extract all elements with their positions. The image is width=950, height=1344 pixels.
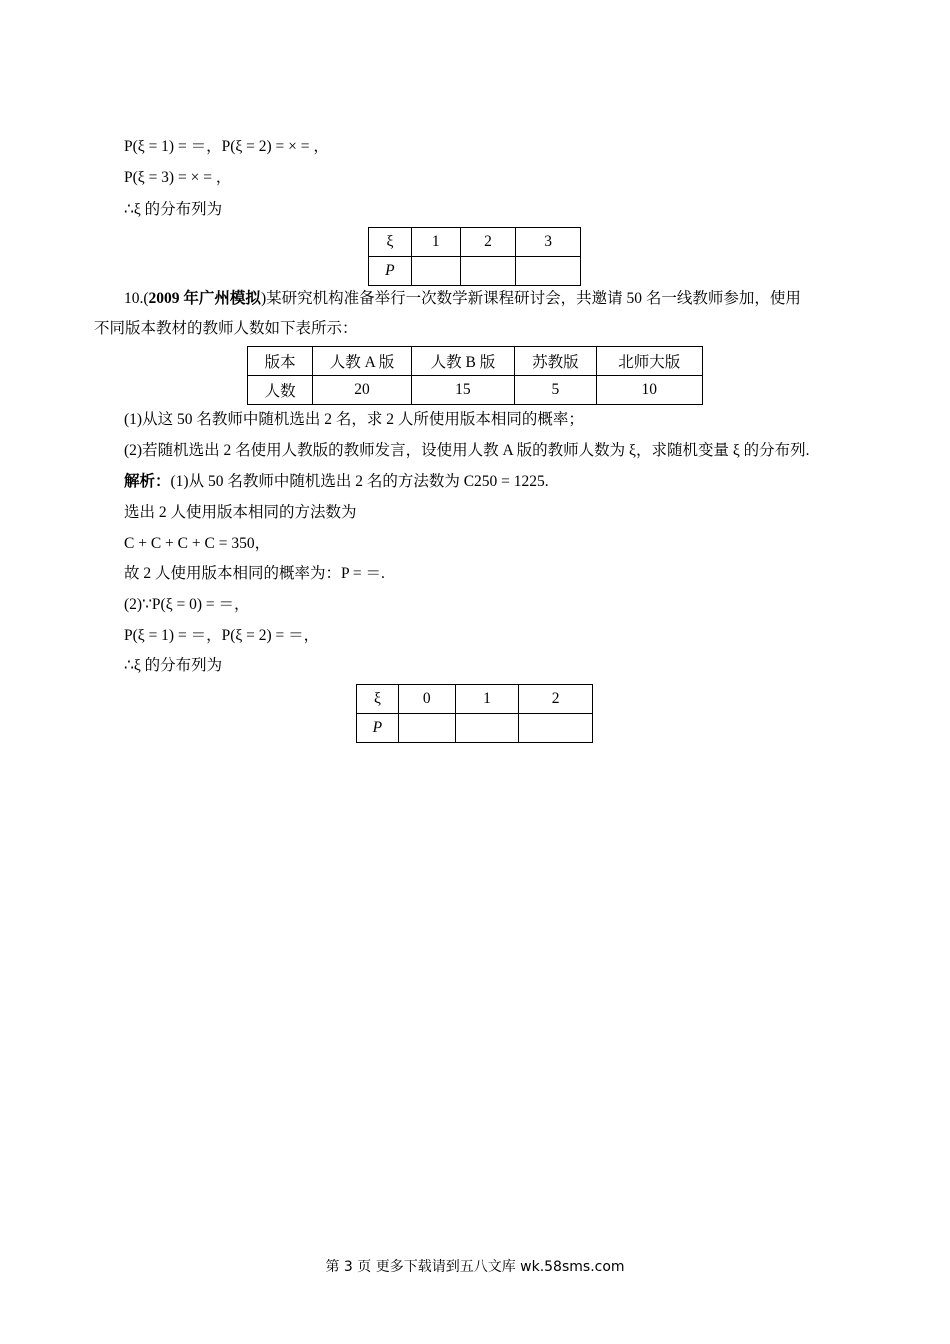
- table3-cell: [398, 714, 455, 743]
- table1-header-xi: ξ: [369, 228, 412, 257]
- table2-header-sujiao: 苏教版: [515, 347, 596, 376]
- dist-intro-2: ∴ξ 的分布列为: [124, 657, 223, 674]
- table2-cell: 10: [596, 376, 703, 405]
- question-10-line-1: 10.(2009 年广州模拟)某研究机构准备举行一次数学新课程研讨会，共邀请 50 名一线教师参加，使用: [124, 290, 801, 307]
- question-part-2: (2)若随机选出 2 名使用人教版的教师发言，设使用人教 A 版的教师人数为 ξ，求随机变量 ξ 的分布列.: [124, 442, 810, 459]
- distribution-table-2: [356, 684, 593, 743]
- solution-line-1: 解析：(1)从 50 名教师中随机选出 2 名的方法数为 C250 = 1225.: [124, 473, 549, 490]
- dist-intro-1: ∴ξ 的分布列为: [124, 201, 223, 218]
- solution-line-4: 故 2 人使用版本相同的概率为：P = ＝.: [124, 565, 385, 582]
- table3-cell: [455, 714, 519, 743]
- table3-header-1: 1: [455, 685, 519, 714]
- solution-label: 解析：: [124, 473, 171, 490]
- table1-cell: [516, 257, 581, 286]
- table3-header-2: 2: [519, 685, 593, 714]
- solution-line-5: (2)∵P(ξ = 0) = ＝，: [124, 596, 250, 613]
- table2-header-version: 版本: [248, 347, 313, 376]
- table3-header-0: 0: [398, 685, 455, 714]
- question-source: 2009 年广州模拟: [148, 290, 261, 307]
- prob-line-2: P(ξ = 3) = × = ，: [124, 169, 232, 186]
- table1-header-2: 2: [460, 228, 516, 257]
- table2-header-pep-b: 人教 B 版: [411, 347, 514, 376]
- question-part-1: (1)从这 50 名教师中随机选出 2 名，求 2 人所使用版本相同的概率；: [124, 411, 584, 428]
- table2-cell: 5: [515, 376, 596, 405]
- table2-cell: 20: [313, 376, 411, 405]
- table2-header-pep-a: 人教 A 版: [313, 347, 411, 376]
- question-10-line-2: 不同版本教材的教师人数如下表所示：: [94, 320, 358, 337]
- table3-row-p: P: [357, 714, 399, 743]
- table3-header-xi: ξ: [357, 685, 399, 714]
- table2-cell: 15: [411, 376, 514, 405]
- table2-row-count-label: 人数: [248, 376, 313, 405]
- table1-cell: [411, 257, 460, 286]
- prob-line-1: P(ξ = 1) = ＝，P(ξ = 2) = × = ，: [124, 138, 329, 155]
- distribution-table-1: [368, 227, 581, 286]
- table3-cell: [519, 714, 593, 743]
- solution-line-3: C + C + C + C = 350，: [124, 535, 271, 552]
- teacher-version-table: [247, 346, 703, 405]
- table1-header-1: 1: [411, 228, 460, 257]
- solution-line-2: 选出 2 人使用版本相同的方法数为: [124, 504, 357, 521]
- table1-cell: [460, 257, 516, 286]
- table2-header-bnu: 北师大版: [596, 347, 703, 376]
- page-footer: 第 3 页 更多下载请到五八文库 wk.58sms.com: [325, 1259, 625, 1275]
- solution-line-6: P(ξ = 1) = ＝，P(ξ = 2) = ＝，: [124, 627, 320, 644]
- table1-header-3: 3: [516, 228, 581, 257]
- table1-row-p: P: [369, 257, 412, 286]
